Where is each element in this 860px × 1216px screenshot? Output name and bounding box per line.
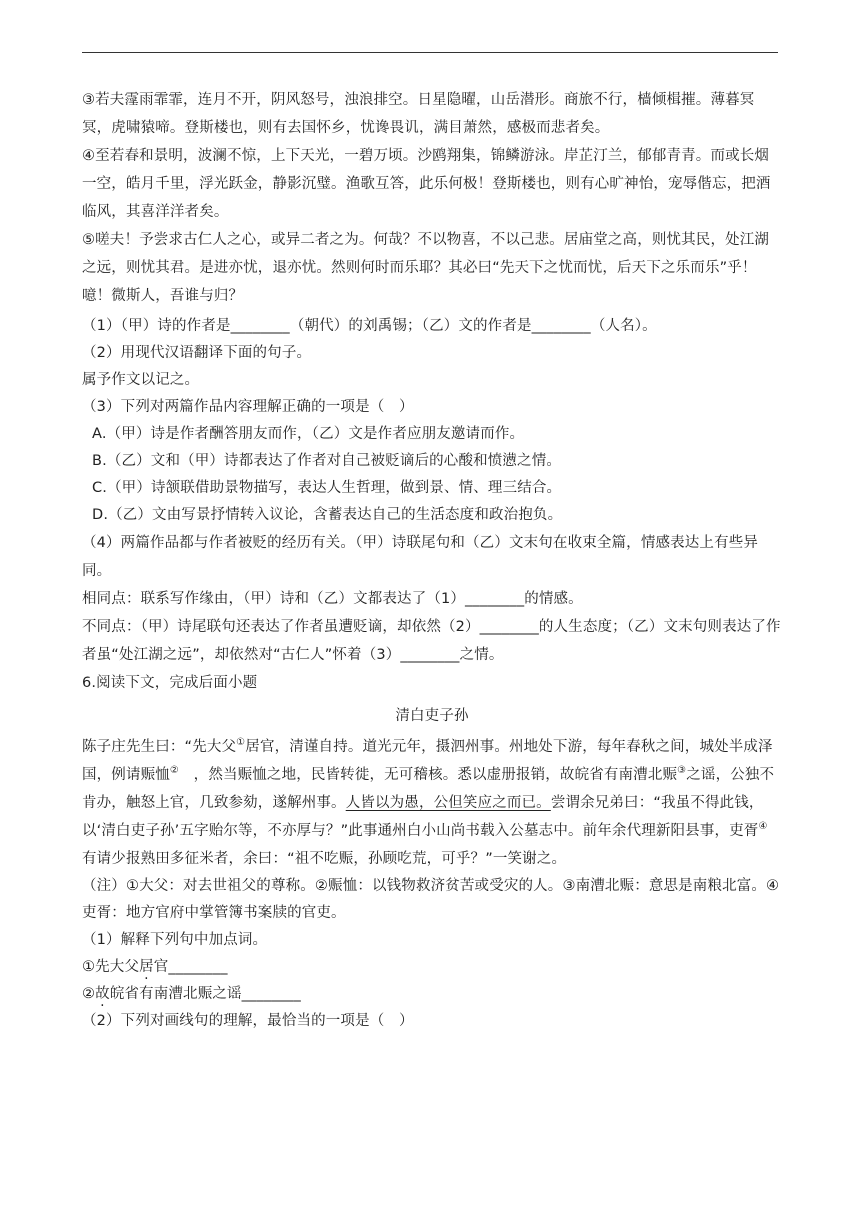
question-6-1: （1）解释下列句中加点词。: [82, 932, 268, 948]
story-text-3: ，然当赈恤之地，民皆转徙，无可稽核。悉以虚册报销，故皖省有南漕北赈: [179, 767, 678, 783]
note-marker-1: ①: [236, 737, 246, 748]
word-item-1: [82, 954, 782, 981]
word-item-2-prefix: ②: [82, 986, 96, 1002]
dotted-word-2: 故: [95, 986, 110, 1002]
question-5-4: （4）两篇作品都与作者被贬的经历有关。（甲）诗联尾句和（乙）文末句在收束全篇，情感表达上有些异同。: [82, 535, 759, 579]
question-6-2: （2）下列对画线句的理解，最恰当的一项是（ ）: [82, 1013, 414, 1029]
translation-sentence: 属予作文以记之。: [82, 372, 200, 388]
story-text-5: 尝谓余兄弟曰：“我虽不得此钱，以‘清白吏子孙’五字贻尔等，不亦厚与？”此事通州白小山尚书载入公墓志中。前年余代理新阳县事，吏胥: [82, 795, 764, 839]
question-5-2: （2）用现代汉语翻译下面的句子。: [82, 345, 312, 361]
question-5-1: （1）（甲）诗的作者是________（朝代）的刘禹锡；（乙）文的作者是________（人名）。: [82, 318, 657, 334]
word-item-2: [82, 981, 782, 1008]
story-text-4: 之谣，公独不肯办，触怒上官，几致参劾，遂解州事。: [82, 767, 775, 811]
option-c: C.（甲）诗颔联借助景物描写，表达人生哲理，做到景、情、理三结合。: [92, 480, 562, 496]
document-body: [82, 86, 782, 1035]
same-point: 相同点：联系写作缘由，（甲）诗和（乙）文都表达了（1）________的情感。: [82, 591, 583, 607]
passage-paragraph-4: ④至若春和景明，波澜不惊，上下天光，一碧万顷。沙鸥翔集，锦鳞游泳。岸芷汀兰，郁郁青青。而或长烟一空，皓月千里，浮光跃金，静影沉璧。渔歌互答，此乐何极！登斯楼也，则有心旷神怡，宠辱偕忘，把酒临风，其喜洋洋者矣。: [82, 148, 771, 220]
note-marker-2: ②: [169, 765, 180, 776]
underlined-sentence: 人皆以为愚，公但笑应之而已。: [345, 795, 551, 811]
note-marker-4: ④: [758, 821, 768, 832]
passage-paragraph-3: ③若夫霪雨霏霏，连月不开，阴风怒号，浊浪排空。日星隐曜，山岳潜形。商旅不行，樯倾楫摧。薄暮冥冥，虎啸猿啼。登斯楼也，则有去国怀乡，忧谗畏讥，满目萧然，感极而悲者矣。: [82, 92, 755, 136]
note-marker-3: ③: [677, 765, 687, 776]
option-a: A.（甲）诗是作者酬答朋友而作，（乙）文是作者应朋友邀请而作。: [92, 426, 525, 442]
option-d: D.（乙）文由写景抒情转入议论，含蓄表达自己的生活态度和政治抱负。: [92, 507, 563, 523]
word-item-2-suffix: 皖省有南漕北赈之谣________: [109, 986, 301, 1002]
dotted-word-1: 居: [139, 959, 154, 975]
question-6-heading: 6.阅读下文，完成后面小题: [82, 675, 258, 691]
passage-paragraph-5: ⑤嗟夫！予尝求古仁人之心，或异二者之为。何哉？不以物喜，不以己悲。居庙堂之高，则忧其民，处江湖之远，则忧其君。是进亦忧，退亦忧。然则何时而乐耶？其必曰“先天下之忧而忧，后天下之乐而乐”乎！噫！微斯人，吾谁与归？: [82, 232, 770, 304]
story-text-2: 居官，清谨自持。道光元年，摄泗州事。州地处下游，每年春秋之间，城处半成泽国，例请赈恤: [82, 739, 773, 783]
passage-title: 清白吏子孙: [395, 708, 469, 724]
option-b: B.（乙）文和（甲）诗都表达了作者对自己被贬谪后的心酸和愤懑之情。: [92, 453, 562, 469]
story-paragraph: [82, 733, 782, 873]
annotation-notes: （注）①大父：对去世祖父的尊称。②赈恤：以钱物救济贫苦或受灾的人。③南漕北赈：意思是南粮北富。④吏胥：地方官府中掌管簿书案牍的官吏。: [82, 878, 780, 921]
word-item-1-prefix: ①先大父: [82, 959, 140, 975]
story-text-6: 有请少报熟田多征米者，余曰：“祖不吃赈，孙顾吃荒，可乎？”一笑谢之。: [82, 851, 567, 867]
question-5-3: （3）下列对两篇作品内容理解正确的一项是（ ）: [82, 399, 414, 415]
header-rule: [82, 52, 778, 53]
story-text-1: 陈子庄先生曰：“先大父: [82, 739, 237, 755]
word-item-1-suffix: 官________: [153, 959, 228, 975]
different-point: 不同点：（甲）诗尾联句还表达了作者虽遭贬谪，却依然（2）________的人生态度；（乙）文末句则表达了作者虽“处江湖之远”，却依然对“古仁人”怀着（3）________之情。: [82, 619, 781, 663]
